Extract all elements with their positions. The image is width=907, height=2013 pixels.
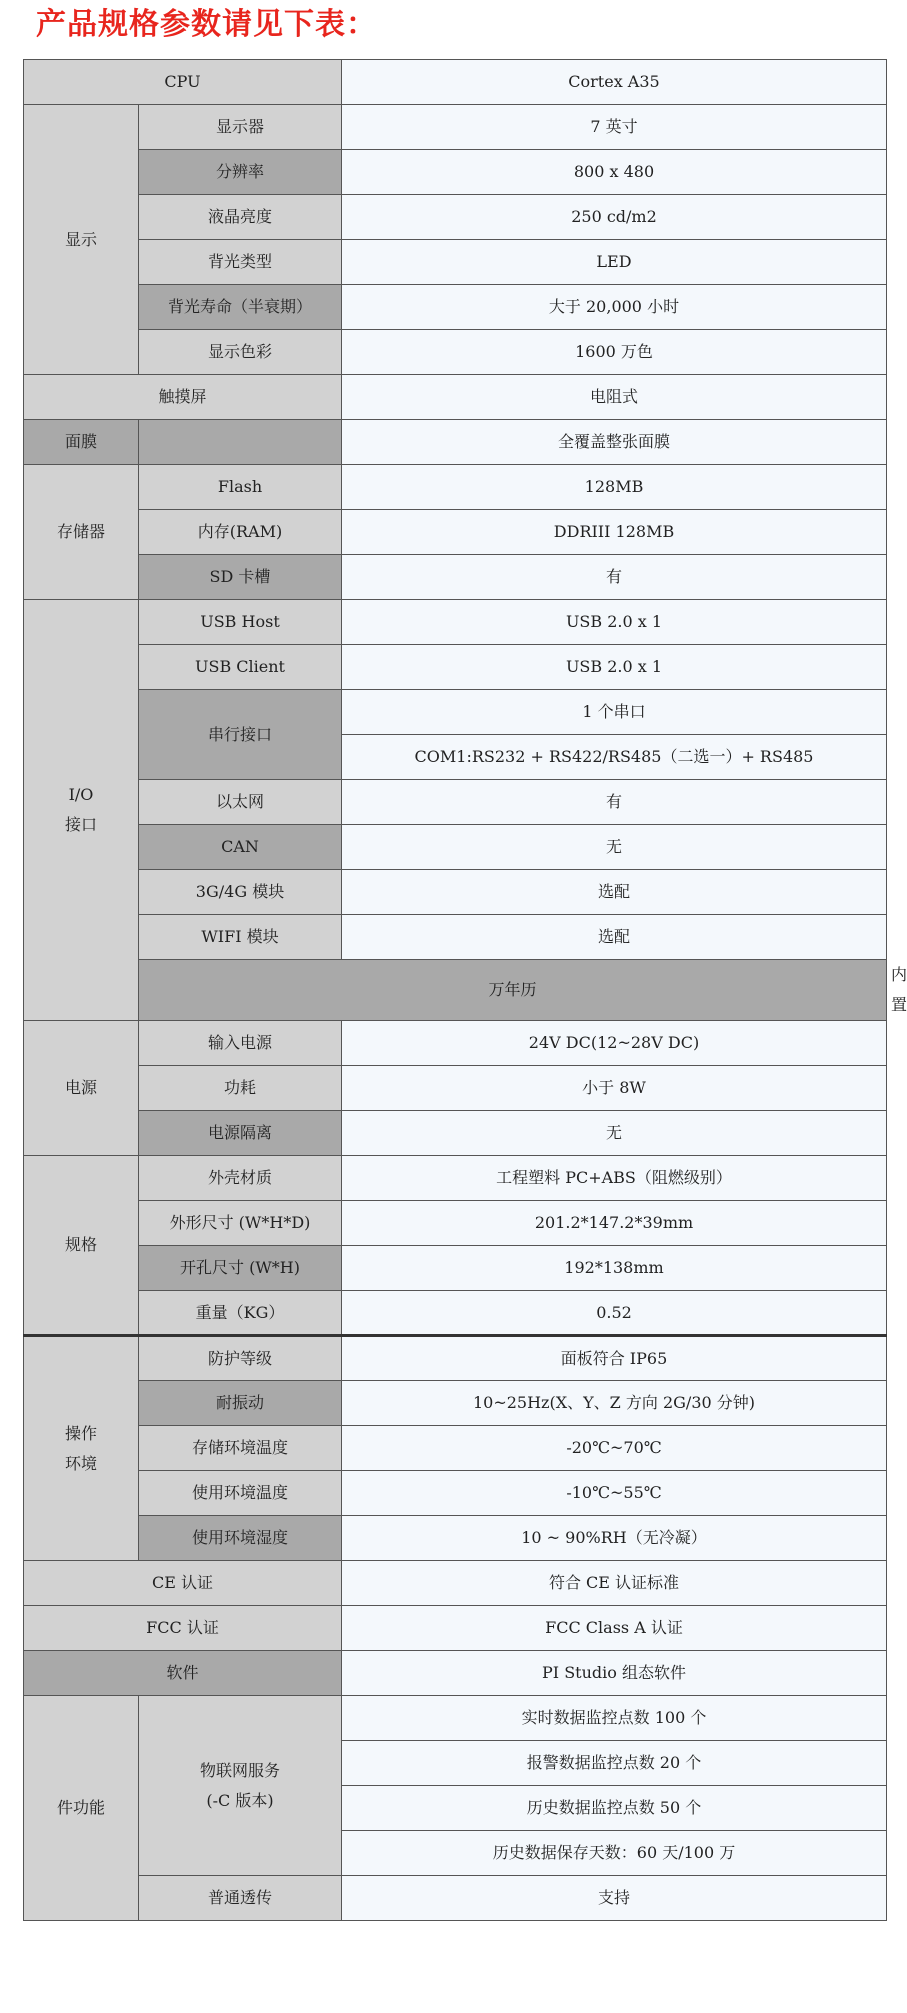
table-cell-label: USB Client — [139, 645, 342, 690]
table-row — [24, 1426, 887, 1471]
table-cell-value: LED — [342, 240, 887, 285]
table-row — [24, 915, 887, 960]
table-cell-value: USB 2.0 x 1 — [342, 645, 887, 690]
table-cell-value: 小于 8W — [342, 1066, 887, 1111]
table-cell-label: 背光寿命（半衰期） — [139, 285, 342, 330]
table-cell-value: 选配 — [342, 870, 887, 915]
table-cell-label: 以太网 — [139, 780, 342, 825]
table-row — [24, 1156, 887, 1201]
table-cell-value: 工程塑料 PC+ABS（阻燃级别） — [342, 1156, 887, 1201]
table-row — [24, 420, 887, 465]
table-row — [24, 1336, 887, 1381]
page-title: 产品规格参数请见下表： — [36, 7, 377, 42]
table-cell-label: 显示 — [24, 105, 139, 375]
table-cell-label: 输入电源 — [139, 1021, 342, 1066]
table-cell-value: USB 2.0 x 1 — [342, 600, 887, 645]
spec-table-body — [24, 60, 907, 1921]
table-row — [24, 1696, 887, 1741]
table-cell-label: 耐振动 — [139, 1381, 342, 1426]
table-cell-value: 无 — [342, 825, 887, 870]
table-row — [24, 465, 887, 510]
table-cell-value: -10℃~55℃ — [342, 1471, 887, 1516]
table-cell-value: 全覆盖整张面膜 — [342, 420, 887, 465]
table-cell-value: COM1:RS232 + RS422/RS485（二选一）+ RS485 — [342, 735, 887, 780]
table-row — [24, 510, 887, 555]
table-row — [24, 555, 887, 600]
table-row — [24, 870, 887, 915]
table-cell-label: 串行接口 — [139, 690, 342, 780]
table-cell-value: 192*138mm — [342, 1246, 887, 1291]
table-cell-label: USB Host — [139, 600, 342, 645]
table-cell-label: 开孔尺寸 (W*H) — [139, 1246, 342, 1291]
table-row — [24, 1201, 887, 1246]
table-cell-label: 面膜 — [24, 420, 139, 465]
table-row — [24, 1606, 887, 1651]
table-cell-value: 符合 CE 认证标准 — [342, 1561, 887, 1606]
table-row — [24, 1651, 887, 1696]
table-row — [24, 105, 887, 150]
table-cell-value: 10~25Hz(X、Y、Z 方向 2G/30 分钟) — [342, 1381, 887, 1426]
table-cell-label: CPU — [24, 60, 342, 105]
table-cell-value: DDRIII 128MB — [342, 510, 887, 555]
table-row — [24, 1471, 887, 1516]
table-row — [24, 645, 887, 690]
table-cell-value: -20℃~70℃ — [342, 1426, 887, 1471]
table-cell-value: 1 个串口 — [342, 690, 887, 735]
table-cell-value: 10 ~ 90%RH（无冷凝） — [342, 1516, 887, 1561]
table-cell-value: 选配 — [342, 915, 887, 960]
table-cell-value: 有 — [342, 555, 887, 600]
table-cell-value: 7 英寸 — [342, 105, 887, 150]
table-cell-label: 外壳材质 — [139, 1156, 342, 1201]
table-cell-value: 800 x 480 — [342, 150, 887, 195]
table-cell-label: 软件 — [24, 1651, 342, 1696]
table-row — [24, 1066, 887, 1111]
table-row — [24, 1291, 887, 1336]
table-row — [24, 780, 887, 825]
table-row — [24, 330, 887, 375]
table-cell-label: 电源隔离 — [139, 1111, 342, 1156]
table-row — [24, 195, 887, 240]
table-cell-label: SD 卡槽 — [139, 555, 342, 600]
table-row — [24, 1021, 887, 1066]
table-cell-label: 重量（KG） — [139, 1291, 342, 1336]
table-row: 万年历 内置 — [24, 960, 887, 1021]
table-cell-label: 背光类型 — [139, 240, 342, 285]
table-cell-label: 件功能 — [24, 1696, 139, 1921]
table-cell-label: 物联网服务 (-C 版本) — [139, 1696, 342, 1876]
table-row — [24, 60, 887, 105]
table-cell-label: 使用环境湿度 — [139, 1516, 342, 1561]
table-cell-value: 201.2*147.2*39mm — [342, 1201, 887, 1246]
table-cell-value: 历史数据保存天数：60 天/100 万 — [342, 1831, 887, 1876]
table-cell-value: Cortex A35 — [342, 60, 887, 105]
table-row — [24, 150, 887, 195]
table-cell-value: 24V DC(12~28V DC) — [342, 1021, 887, 1066]
table-cell-value: 有 — [342, 780, 887, 825]
table-cell-label: 显示色彩 — [139, 330, 342, 375]
table-cell-value: FCC Class A 认证 — [342, 1606, 887, 1651]
table-cell-label: 功耗 — [139, 1066, 342, 1111]
table-cell-label: 普通透传 — [139, 1876, 342, 1921]
table-cell-label: 外形尺寸 (W*H*D) — [139, 1201, 342, 1246]
table-row — [24, 1246, 887, 1291]
table-row — [24, 1381, 887, 1426]
table-cell-value: 面板符合 IP65 — [342, 1336, 887, 1381]
table-cell-label: 万年历 — [139, 960, 887, 1021]
table-cell-value: 250 cd/m2 — [342, 195, 887, 240]
table-cell-label — [139, 420, 342, 465]
table-cell-label: CE 认证 — [24, 1561, 342, 1606]
table-cell-label: 电源 — [24, 1021, 139, 1156]
table-cell-label: 存储环境温度 — [139, 1426, 342, 1471]
table-cell-value: 0.52 — [342, 1291, 887, 1336]
table-row — [24, 1111, 887, 1156]
table-cell-label: 规格 — [24, 1156, 139, 1336]
table-cell-value: 实时数据监控点数 100 个 — [342, 1696, 887, 1741]
table-row — [24, 825, 887, 870]
table-cell-label: 操作 环境 — [24, 1336, 139, 1561]
table-cell-value: 电阻式 — [342, 375, 887, 420]
table-row — [24, 690, 887, 735]
table-cell-label: WIFI 模块 — [139, 915, 342, 960]
table-cell-label: 3G/4G 模块 — [139, 870, 342, 915]
table-row — [24, 1516, 887, 1561]
table-cell-value: 历史数据监控点数 50 个 — [342, 1786, 887, 1831]
table-cell-label: Flash — [139, 465, 342, 510]
table-cell-label: 防护等级 — [139, 1336, 342, 1381]
table-cell-value: 大于 20,000 小时 — [342, 285, 887, 330]
table-cell-value: 1600 万色 — [342, 330, 887, 375]
spec-table — [23, 59, 907, 1921]
table-cell-label: 内存(RAM) — [139, 510, 342, 555]
table-row — [24, 1561, 887, 1606]
table-cell-label: 显示器 — [139, 105, 342, 150]
table-row — [24, 600, 887, 645]
table-row — [24, 375, 887, 420]
table-row — [24, 1876, 887, 1921]
table-cell-value: 支持 — [342, 1876, 887, 1921]
table-cell-label: 使用环境温度 — [139, 1471, 342, 1516]
table-cell-value: 128MB — [342, 465, 887, 510]
table-row — [24, 285, 887, 330]
table-cell-label: 分辨率 — [139, 150, 342, 195]
table-cell-label: 液晶亮度 — [139, 195, 342, 240]
table-cell-label: CAN — [139, 825, 342, 870]
table-cell-value: 无 — [342, 1111, 887, 1156]
table-row — [24, 240, 887, 285]
table-cell-label: I/O 接口 — [24, 600, 139, 1021]
table-cell-label: FCC 认证 — [24, 1606, 342, 1651]
table-cell-value: 报警数据监控点数 20 个 — [342, 1741, 887, 1786]
table-cell-label: 存储器 — [24, 465, 139, 600]
table-cell-value: PI Studio 组态软件 — [342, 1651, 887, 1696]
table-cell-label: 触摸屏 — [24, 375, 342, 420]
